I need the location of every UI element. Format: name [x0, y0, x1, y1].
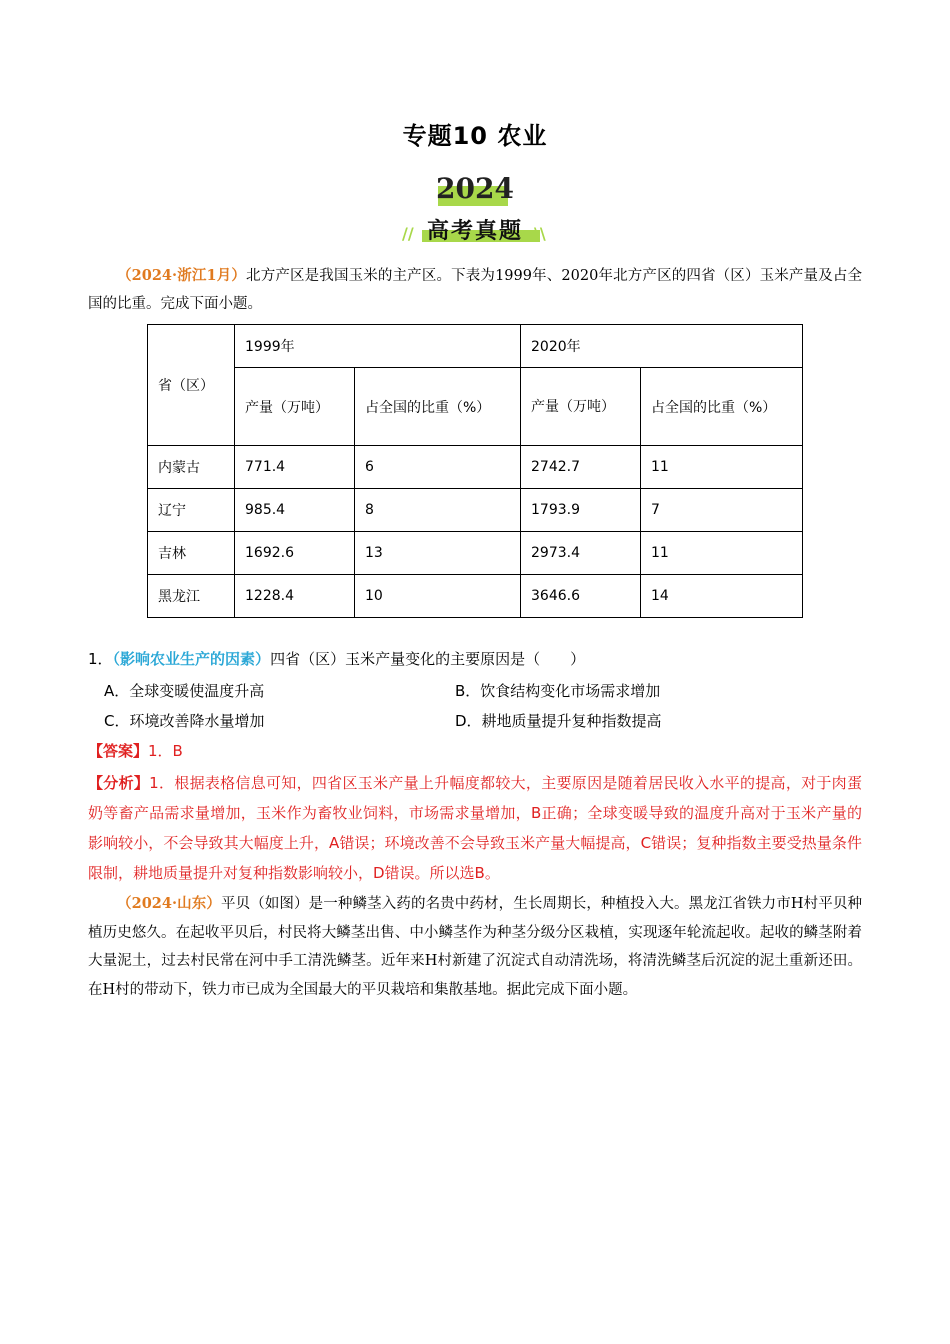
header-share-2020: 占全国的比重（%）: [641, 368, 803, 446]
passage2-source: （2024·山东）: [117, 895, 221, 912]
option-c: C．环境改善降水量增加: [104, 712, 265, 730]
option-b: B．饮食结构变化市场需求增加: [455, 682, 661, 700]
cell-output-1999: 1228.4: [235, 575, 355, 618]
cell-share-1999: 8: [355, 489, 521, 532]
year-badge: [400, 170, 550, 250]
cell-output-2020: 2742.7: [521, 446, 641, 489]
option-a: A．全球变暖使温度升高: [104, 682, 265, 700]
cell-output-1999: 1692.6: [235, 532, 355, 575]
table-row: [148, 446, 803, 489]
cell-share-1999: 6: [355, 446, 521, 489]
intro-source: （2024·浙江1月）: [117, 267, 247, 284]
intro-paragraph: [88, 262, 862, 318]
analysis-paragraph: [88, 768, 862, 888]
cell-output-1999: 771.4: [235, 446, 355, 489]
question-text: 四省（区）玉米产量变化的主要原因是（ ）: [270, 650, 586, 668]
cell-share-2020: 11: [641, 446, 803, 489]
question-number: 1．: [88, 650, 113, 668]
header-year-1999: 1999年: [235, 325, 521, 368]
answer-text: 1．B: [148, 742, 183, 760]
cell-output-2020: 3646.6: [521, 575, 641, 618]
cell-province: 内蒙古: [148, 446, 235, 489]
header-share-1999: 占全国的比重（%）: [355, 368, 521, 446]
question-tag: （影响农业生产的因素）: [112, 650, 271, 668]
cell-province: 黑龙江: [148, 575, 235, 618]
cell-province: 辽宁: [148, 489, 235, 532]
cell-share-2020: 14: [641, 575, 803, 618]
intro-text: 北方产区是我国玉米的主产区。下表为1999年、2020年北方产区的四省（区）玉米产量及占全国的比重。完成下面小题。: [88, 268, 862, 312]
cell-province: 吉林: [148, 532, 235, 575]
badge-subtitle: 高考真题: [426, 219, 523, 244]
cell-share-2020: 7: [641, 489, 803, 532]
page-title: 专题10 农业: [402, 122, 548, 150]
table-row: [148, 489, 803, 532]
corn-output-table: [147, 324, 803, 618]
answer-line: [88, 740, 183, 761]
cell-output-1999: 985.4: [235, 489, 355, 532]
header-output-1999: 产量（万吨）: [235, 368, 355, 446]
passage2-paragraph: [88, 890, 862, 1004]
header-output-2020: 产量（万吨）: [521, 368, 641, 446]
cell-share-1999: 13: [355, 532, 521, 575]
question-stem: [88, 648, 585, 669]
table-row: [148, 575, 803, 618]
slash-decoration-right: \\: [534, 224, 546, 243]
table-row: [148, 532, 803, 575]
analysis-text: 1．根据表格信息可知，四省区玉米产量上升幅度都较大，主要原因是随着居民收入水平的提高，对于肉蛋奶等畜产品需求量增加，玉米作为畜牧业饲料，市场需求量增加，B正确；全球变暖导致的温度升高对于玉米产量的影响较小，不会导致其大幅度上升，A错误；环境改善不会导致玉米产量大幅提高，C错误；复种指数主要受热量条件限制，耕地质量提升对复种指数影响较小，D错误。所以选B。: [88, 774, 862, 882]
option-d: D．耕地质量提升复种指数提高: [455, 712, 662, 730]
cell-share-2020: 11: [641, 532, 803, 575]
cell-output-2020: 2973.4: [521, 532, 641, 575]
header-year-2020: 2020年: [521, 325, 803, 368]
passage2-text: 平贝（如图）是一种鳞茎入药的名贵中药材，生长周期长，种植投入大。黑龙江省铁力市H村平贝种植历史悠久。在起收平贝后，村民将大鳞茎出售、中小鳞茎作为种茎分级分区栽植，实现逐年轮流起收。起收的鳞茎附着大量泥土，过去村民常在河中手工清洗鳞茎。近年来H村新建了沉淀式自动清洗场，将清洗鳞茎后沉淀的泥土重新还田。在H村的带动下，铁力市已成为全国最大的平贝栽培和集散基地。据此完成下面小题。: [88, 896, 862, 998]
answer-label: 【答案】: [88, 742, 149, 760]
badge-year: 2024: [436, 172, 514, 205]
header-province: 省（区）: [148, 325, 235, 446]
slash-decoration-left: //: [402, 224, 414, 243]
cell-output-2020: 1793.9: [521, 489, 641, 532]
cell-share-1999: 10: [355, 575, 521, 618]
analysis-label: 【分析】: [88, 774, 150, 792]
